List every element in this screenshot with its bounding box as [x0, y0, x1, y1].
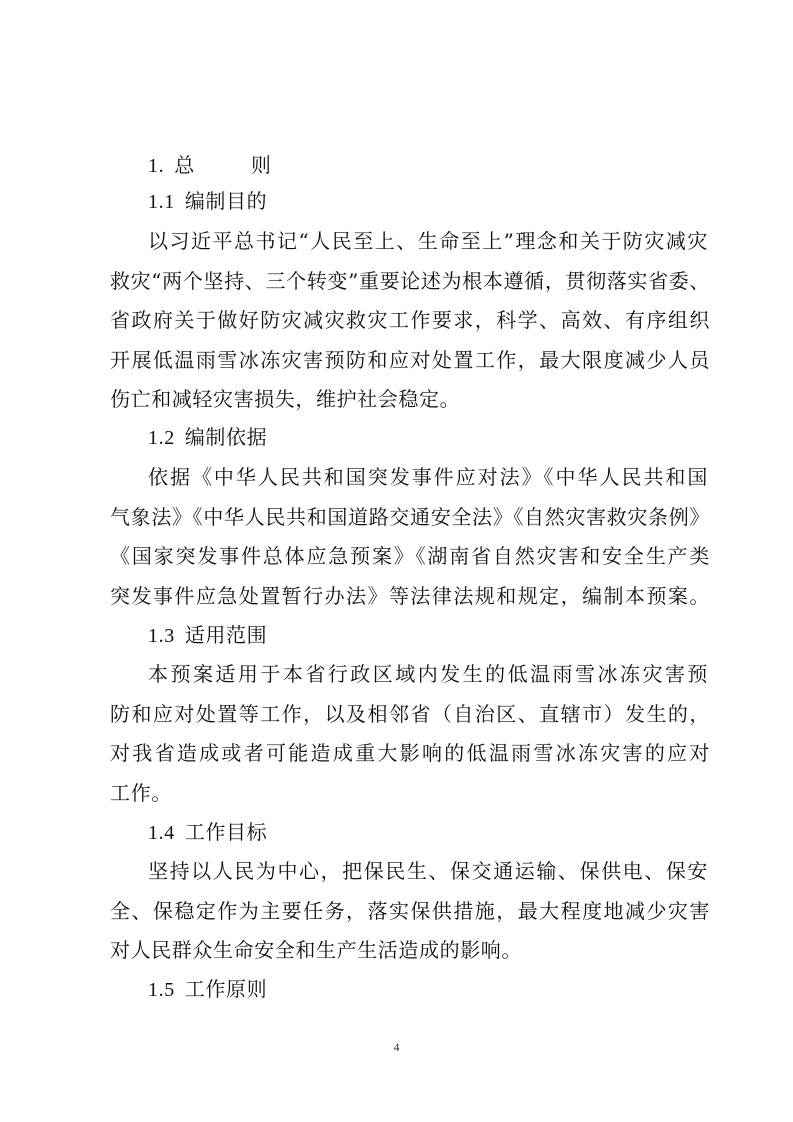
paragraph-line: 坚持以人民为中心，把保民生、保交通运输、保供电、保安 — [148, 859, 708, 883]
chapter-title-part-b: 则 — [250, 153, 272, 177]
paragraph-line: 对我省造成或者可能造成重大影响的低温雨雪冰冻灾害的应对 — [110, 741, 710, 765]
section-title: 工作目标 — [184, 820, 268, 844]
section-number: 1.4 — [148, 822, 175, 844]
section-heading-1-2 — [148, 420, 708, 455]
paragraph-line: 以习近平总书记“人民至上、生命至上”理念和关于防灾减灾 — [148, 229, 708, 253]
section-number: 1.3 — [148, 625, 175, 647]
paragraph-line: 全、保稳定作为主要任务，落实保供措施，最大程度地减少灾害 — [110, 899, 710, 923]
section-number: 1.2 — [148, 427, 175, 449]
paragraph-line: 本预案适用于本省行政区域内发生的低温雨雪冰冻灾害预 — [148, 662, 708, 686]
paragraph-line: 气象法》《中华人民共和国道路交通安全法》《自然灾害救灾条例》 — [110, 505, 710, 529]
section-heading-1-1 — [148, 184, 708, 219]
paragraph-line: 省政府关于做好防灾减灾救灾工作要求，科学、高效、有序组织 — [110, 308, 710, 332]
chapter-title-part-a: 总 — [174, 153, 195, 177]
paragraph-line: 依据《中华人民共和国突发事件应对法》《中华人民共和国 — [148, 465, 708, 489]
section-heading-1-5 — [148, 972, 708, 1007]
paragraph-line: 救灾“两个坚持、三个转变”重要论述为根本遵循，贯彻落实省委、 — [110, 269, 710, 293]
paragraph-line: 防和应对处置等工作，以及相邻省（自治区、直辖市）发生的， — [110, 702, 710, 726]
paragraph-line: 对人民群众生命安全和生产生活造成的影响。 — [110, 938, 522, 962]
paragraph-line: 《国家突发事件总体应急预案》《湖南省自然灾害和安全生产类 — [110, 544, 710, 568]
section-title: 编制依据 — [184, 425, 268, 449]
section-heading-1-3 — [148, 618, 708, 653]
section-title: 编制目的 — [184, 189, 268, 213]
chapter-heading — [148, 148, 708, 183]
section-number: 1.1 — [148, 191, 175, 213]
paragraph-line: 开展低温雨雪冰冻灾害预防和应对处置工作，最大限度减少人员 — [110, 348, 710, 372]
paragraph-line: 伤亡和减轻灾害损失，维护社会稳定。 — [110, 387, 461, 411]
section-title: 适用范围 — [184, 623, 268, 647]
section-number: 1.5 — [148, 979, 175, 1001]
section-heading-1-4 — [148, 815, 708, 850]
paragraph-line: 突发事件应急处置暂行办法》等法律法规和规定，编制本预案。 — [110, 584, 710, 608]
section-title: 工作原则 — [184, 977, 268, 1001]
page-number: 4 — [393, 1040, 400, 1054]
chapter-number: 1. — [148, 155, 165, 177]
paragraph-line: 工作。 — [110, 781, 172, 805]
